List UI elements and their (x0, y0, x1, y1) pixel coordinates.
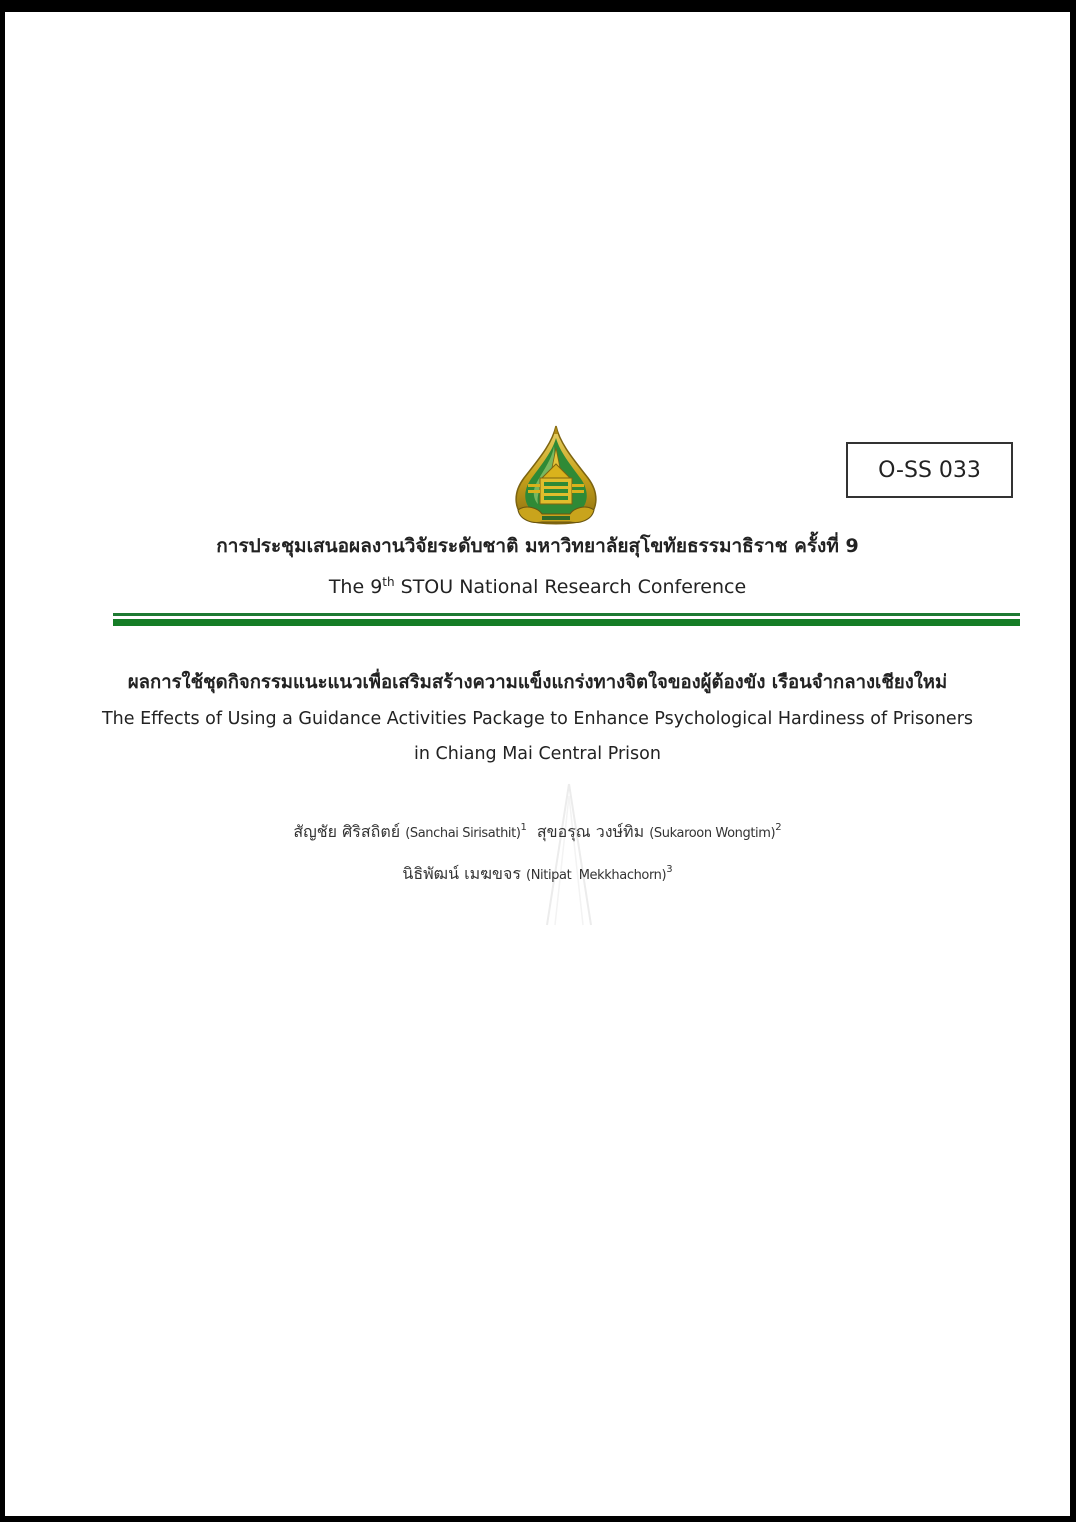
author-name-english: (Sukaroon Wongtim) (649, 826, 776, 841)
author-affiliation-marker: 2 (775, 822, 782, 833)
document-page (5, 12, 1070, 1516)
paper-title-english-line-1: The Effects of Using a Guidance Activities Package to Enhance Psychological Hardiness of Prisoners (101, 709, 974, 729)
paper-code-box (846, 442, 1013, 498)
paper-title-english-line-2: in Chiang Mai Central Prison (414, 744, 661, 764)
conference-title-thai: การประชุมเสนอผลงานวิจัยระดับชาติ มหาวิทยาลัยสุโขทัยธรรมาธิราช ครั้งที่ 9 (216, 535, 859, 557)
author-affiliation-marker: 3 (666, 864, 673, 875)
green-divider-thin-line (113, 613, 1020, 616)
stou-emblem-icon (508, 424, 604, 534)
author-name-thai: นิธิพัฒน์ เมฆขจร (402, 864, 521, 883)
conference-ordinal-suffix: th (382, 575, 395, 589)
paper-title-thai: ผลการใช้ชุดกิจกรรมแนะแนวเพื่อเสริมสร้างความแข็งแกร่งทางจิตใจของผู้ต้องขัง เรือนจำกลางเชียงใหม่ (127, 672, 948, 693)
conference-title-prefix: The 9 (328, 576, 383, 598)
green-divider (113, 613, 1020, 627)
author-name-thai: สัญชัย ศิริสถิตย์ (293, 822, 401, 841)
author-line-2 (5, 862, 1070, 887)
watermark-icon (543, 782, 595, 927)
author-line-1 (5, 820, 1070, 845)
green-divider-thick-line (113, 619, 1020, 626)
author-name-english: (Sanchai Sirisathit) (405, 826, 521, 841)
author-name-english: (Nitipat Mekkhachorn) (526, 868, 667, 883)
author-affiliation-marker: 1 (520, 822, 527, 833)
author-name-thai: สุขอรุณ วงษ์ทิม (536, 822, 645, 841)
paper-code: O-SS 033 (878, 457, 981, 483)
conference-title-english (5, 576, 1070, 598)
conference-title-suffix: STOU National Research Conference (394, 576, 747, 598)
